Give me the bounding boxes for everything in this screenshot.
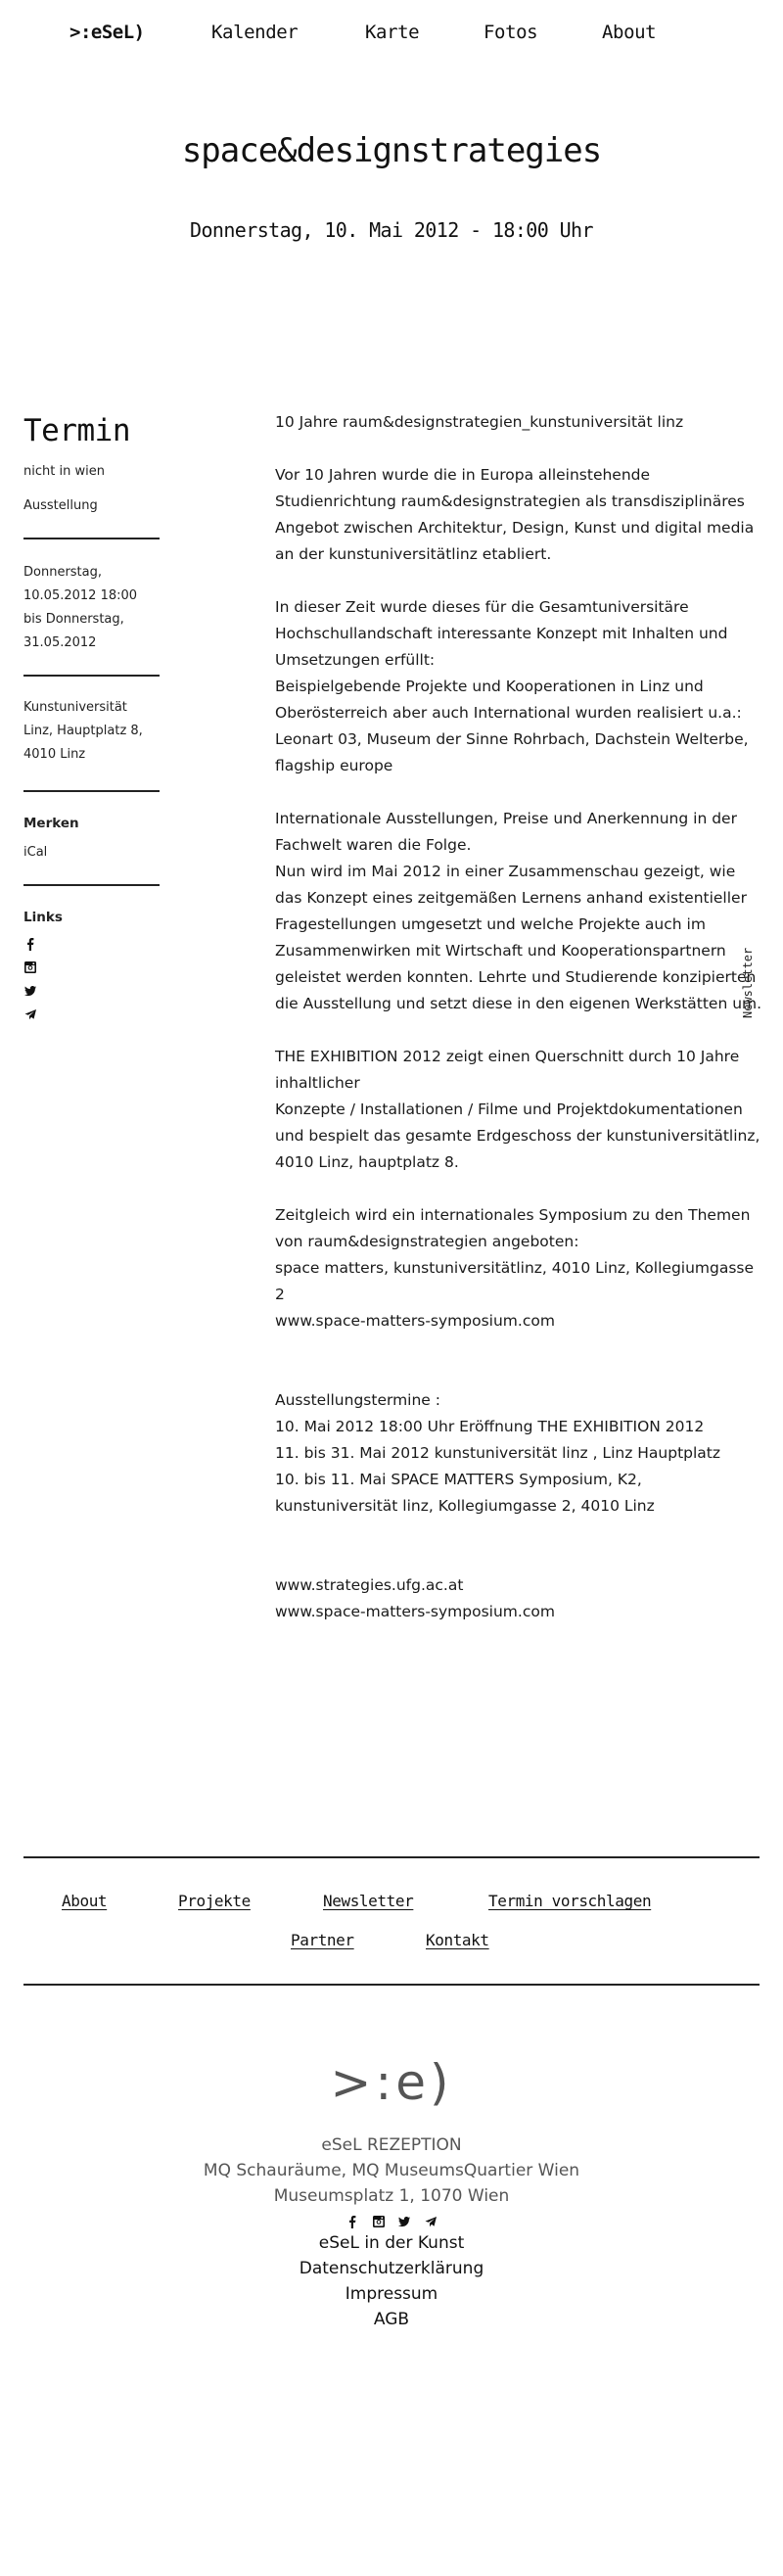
facebook-icon[interactable] [345, 2215, 359, 2228]
description-paragraph: Ausstellungstermine : 10. Mai 2012 18:00 Uhr Eröffnung THE EXHIBITION 2012 11. bis 31. Mai 2012 kunstuniversität linz , Linz Hauptplatz 10. bis 11. Mai SPACE MATTERS Symposium, K2, kunstuniversität linz, Kollegiumgasse 2, 4010 Linz [275, 1391, 721, 1515]
site-logo[interactable]: >:eSeL) [69, 22, 145, 43]
footer-divider-bottom [23, 1984, 760, 1986]
footer-link-kontakt[interactable]: Kontakt [426, 1931, 489, 1949]
date-line: bis Donnerstag, [23, 612, 124, 627]
footer-link-newsletter[interactable]: Newsletter [323, 1892, 414, 1910]
telegram-icon[interactable] [424, 2215, 438, 2228]
description-paragraph: THE EXHIBITION 2012 zeigt einen Querschnitt durch 10 Jahre inhaltlicher Konzepte / Installationen / Filme und Projektdokumentationen und bespielt das gesamte Erdgeschoss der kunstuniversitätlinz, 4010 Linz, hauptplatz 8. [275, 1048, 760, 1171]
sidebar-divider [23, 538, 160, 539]
event-location [23, 696, 161, 767]
nav-item-about[interactable]: About [602, 22, 657, 43]
instagram-icon[interactable] [372, 2215, 386, 2228]
address-line: MQ Schauräume, MQ MuseumsQuartier Wien [203, 2161, 580, 2180]
footer-link-datenschutz[interactable]: Datenschutzerklärung [299, 2259, 484, 2278]
footer-logo[interactable]: >:e) [330, 2054, 453, 2111]
sidebar-social-links [23, 937, 161, 1021]
event-title: space&designstrategies [181, 131, 602, 170]
nav-item-karte[interactable]: Karte [365, 22, 420, 43]
links-heading: Links [23, 910, 63, 925]
sidebar-heading: Termin [23, 413, 130, 448]
top-navigation [0, 22, 783, 51]
footer-link-impressum[interactable]: Impressum [345, 2284, 438, 2304]
sidebar-divider [23, 675, 160, 677]
footer-link-termin-vorschlagen[interactable]: Termin vorschlagen [488, 1892, 652, 1910]
footer-link-esel-in-der-kunst[interactable]: eSeL in der Kunst [318, 2233, 465, 2253]
merken-heading: Merken [23, 816, 79, 831]
event-datetime: Donnerstag, 10. Mai 2012 - 18:00 Uhr [190, 218, 593, 242]
event-category: Ausstellung [23, 498, 98, 513]
description-paragraph: In dieser Zeit wurde dieses für die Gesamtuniversitäre Hochschullandschaft interessante Konzept mit Inhalten und Umsetzungen erfüllt: Beispielgebende Projekte und Kooperationen in Linz und Oberösterreich aber auch International wurden realisiert u.a.: Leonart 03, Museum der Sinne Rohrbach, Dachstein Welterbe, flagship europe [275, 598, 749, 774]
footer-link-agb[interactable]: AGB [373, 2310, 410, 2329]
event-region: nicht in wien [23, 464, 105, 479]
sidebar-divider [23, 884, 160, 886]
footer-links [0, 2230, 783, 2332]
footer-link-projekte[interactable]: Projekte [178, 1892, 251, 1910]
event-description [275, 409, 764, 1625]
location-line: 4010 Linz [23, 747, 86, 762]
address-line: Museumsplatz 1, 1070 Wien [273, 2186, 510, 2206]
description-paragraph: Zeitgleich wird ein internationales Symposium zu den Themen von raum&designstrategien angeboten: space matters, kunstuniversitätlinz, 4010 Linz, Kollegiumgasse 2 www.space-matters-symposium.com [275, 1206, 755, 1330]
date-line: 10.05.2012 18:00 [23, 588, 138, 603]
ical-link[interactable]: iCal [23, 845, 48, 860]
footer-divider-top [23, 1856, 760, 1858]
description-paragraph: Vor 10 Jahren wurde die in Europa alleinstehende Studienrichtung raum&designstrategien als transdisziplinäres Angebot zwischen Architektur, Design, Kunst und digital media an der kunstuniversitätlinz etabliert. [275, 466, 755, 563]
location-line: Linz, Hauptplatz 8, [23, 724, 143, 738]
location-line: Kunstuniversität [23, 700, 127, 715]
footer-address [0, 2132, 783, 2209]
instagram-icon[interactable] [23, 960, 37, 974]
nav-item-kalender[interactable]: Kalender [211, 22, 299, 43]
address-line: eSeL REZEPTION [321, 2135, 462, 2155]
date-line: 31.05.2012 [23, 635, 97, 650]
footer-link-about[interactable]: About [62, 1892, 108, 1910]
description-links[interactable]: www.strategies.ufg.ac.at www.space-matters-symposium.com [275, 1576, 555, 1620]
twitter-icon[interactable] [23, 984, 37, 998]
newsletter-tab[interactable]: Newsletter [741, 947, 755, 1018]
nav-item-fotos[interactable]: Fotos [484, 22, 538, 43]
footer-link-partner[interactable]: Partner [291, 1931, 354, 1949]
footer-social-icons [0, 2213, 783, 2230]
date-line: Donnerstag, [23, 565, 103, 580]
description-paragraph: Internationale Ausstellungen, Preise und Anerkennung in der Fachwelt waren die Folge. Nun wird im Mai 2012 in einer Zusammenschau gezeigt, wie das Konzept eines zeitgemäßen Lernens anhand existentieller Fragestellungen umgesetzt und welche Projekte auch im Zusammenwirken mit Wirtschaft und Kooperationspartnern geleistet werden konnten. Lehrte und Studierende konzipierten die Ausstellung und setzt diese in den eigenen Werkstätten um. [275, 810, 762, 1012]
event-date-range [23, 561, 161, 655]
event-sidebar [23, 411, 161, 1031]
facebook-icon[interactable] [23, 937, 37, 951]
telegram-icon[interactable] [23, 1007, 37, 1021]
description-paragraph: 10 Jahre raum&designstrategien_kunstuniversität linz [275, 413, 684, 431]
sidebar-divider [23, 790, 160, 792]
twitter-icon[interactable] [397, 2215, 411, 2228]
